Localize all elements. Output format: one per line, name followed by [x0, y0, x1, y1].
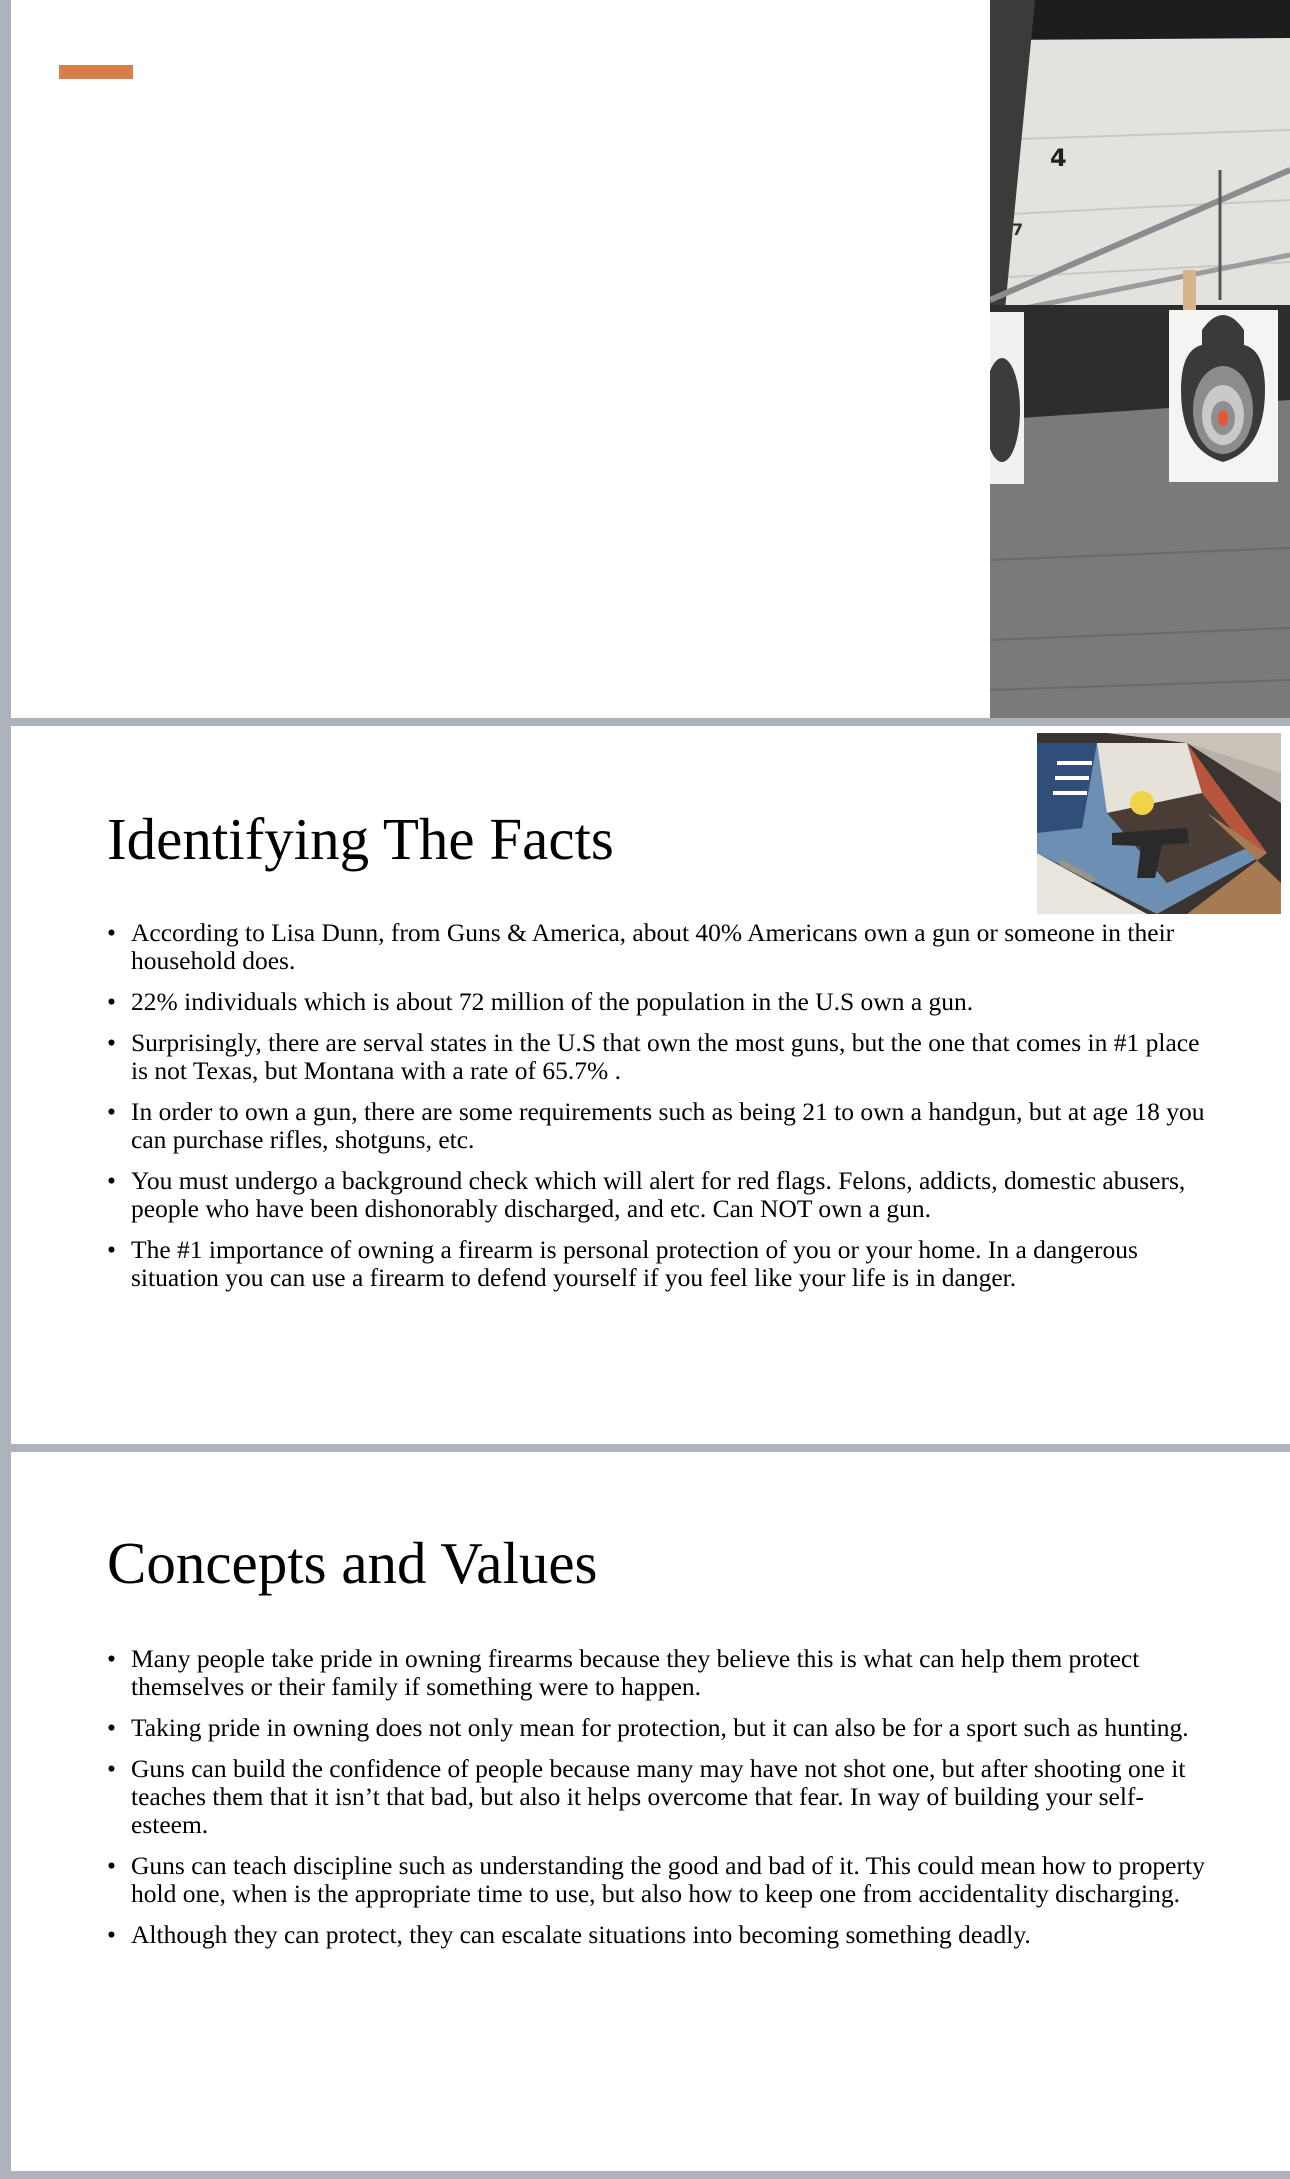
- slide-title: Identifying The Facts: [107, 806, 614, 872]
- list-item: • The #1 importance of owning a firearm is personal protection of you or your home. In a dangerous situation you can use a firearm to defend yourself if you feel like your life is in danger.: [107, 1236, 1207, 1292]
- list-item: • Many people take pride in owning firearms because they believe this is what can help them protect themselves or their family if something were to happen.: [107, 1645, 1207, 1701]
- slide-title: Concepts and Values: [107, 1530, 598, 1596]
- list-item: • Surprisingly, there are serval states in the U.S that own the most guns, but the one that comes in #1 place is not Texas, but Montana with a rate of 65.7% .: [107, 1029, 1207, 1085]
- list-item: • In order to own a gun, there are some requirements such as being 21 to own a handgun, but at age 18 you can purchase rifles, shotguns, etc.: [107, 1098, 1207, 1154]
- accent-bar: [59, 65, 133, 79]
- slide-2: [11, 726, 1290, 1444]
- list-item: • Taking pride in owning does not only mean for protection, but it can also be for a sport such as hunting.: [107, 1714, 1207, 1742]
- list-item: • You must undergo a background check which will alert for red flags. Felons, addicts, domestic abusers, people who have been dishonorably discharged, and etc. Can NOT own a gun.: [107, 1167, 1207, 1223]
- list-item: • 22% individuals which is about 72 million of the population in the U.S own a gun.: [107, 988, 1207, 1016]
- list-item: • According to Lisa Dunn, from Guns & America, about 40% Americans own a gun or someone in their household does.: [107, 919, 1207, 975]
- list-item: • Guns can teach discipline such as understanding the good and bad of it. This could mean how to property hold one, when is the appropriate time to use, but also how to keep one from accidentality discharging.: [107, 1852, 1207, 1908]
- concepts-bullet-list: [107, 1645, 1207, 1962]
- slide-3: [11, 1452, 1290, 2171]
- gun-in-drawer-photo: [1037, 733, 1281, 914]
- svg-text:4: 4: [1050, 144, 1067, 172]
- shooting-range-photo: [990, 0, 1290, 718]
- facts-bullet-list: [107, 919, 1207, 1305]
- svg-text:7: 7: [1012, 220, 1024, 239]
- list-item: • Guns can build the confidence of people because many may have not shot one, but after shooting one it teaches them that it isn’t that bad, but also it helps overcome that fear. In way of building your self-esteem.: [107, 1755, 1207, 1839]
- slide-1: [11, 0, 1290, 718]
- list-item: • Although they can protect, they can escalate situations into becoming something deadly.: [107, 1921, 1207, 1949]
